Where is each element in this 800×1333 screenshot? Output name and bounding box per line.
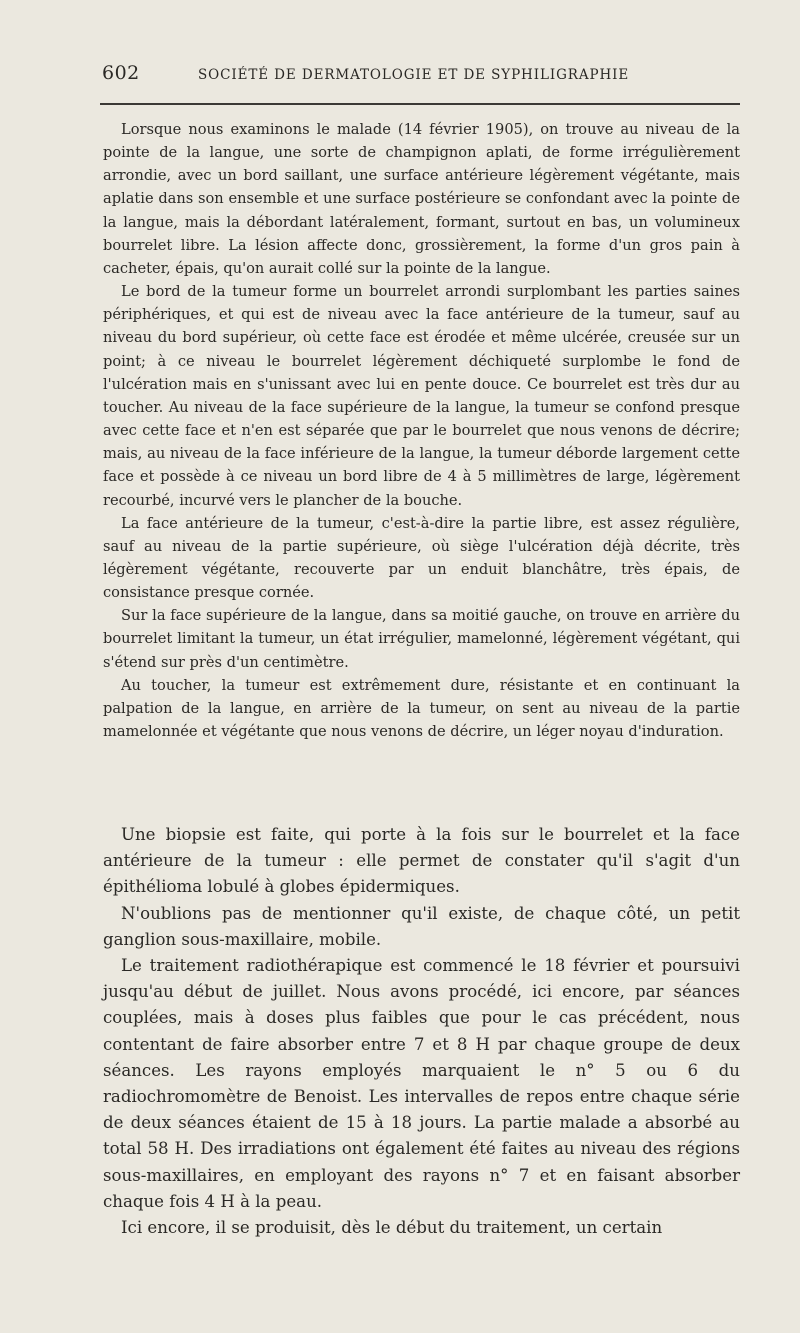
paragraph-tumor-border: Le bord de la tumeur forme un bourrelet arrondi surplombant les parties saines périphériques, et qui est de niveau avec la face antérieure de la tumeur, sauf au niveau du bord supérieur, où cette face est érodée et même ulcérée, creusée sur un point; à ce niveau le bourrelet légèrement déchiqueté surplombe le fond de l'ulcération mais en s'unissant avec lui en pente douce. Ce bourrelet est très dur au toucher. Au niveau de la face supérieure de la langue, la tumeur se confond presque avec cette face et n'en est séparée que par le bourrelet que nous venons de décrire; mais, au niveau de la face inférieure de la langue, la tumeur déborde largement cette face et possède à ce niveau un bord libre de 4 à 5 millimètres de large, légèrement recourbé, incurvé vers le plancher de la bouche. bbox=[103, 283, 740, 509]
paragraph-palpation: Au toucher, la tumeur est extrêmement dure, résistante et en continuant la palpation de la langue, en arrière de la tumeur, on sent au niveau de la partie mamelonnée et végétante que nous venons de décrire, un léger noyau d'induration. bbox=[103, 676, 740, 741]
page-header bbox=[102, 62, 738, 92]
page-number: 602 bbox=[102, 62, 140, 84]
treatment-section bbox=[103, 822, 740, 1241]
header-rule bbox=[100, 103, 740, 105]
paragraph-continuation: Ici encore, il se produisit, dès le début du traitement, un certain bbox=[121, 1218, 663, 1238]
paragraph-anterior-face: La face antérieure de la tumeur, c'est-à-dire la partie libre, est assez régulière, sauf au niveau de la partie supérieure, où siège l'ulcération déjà décrite, très légèrement végétante, recouverte par un enduit blanchâtre, très épais, de consistance presque cornée. bbox=[103, 514, 740, 602]
paragraph-examination: Lorsque nous examinons le malade (14 février 1905), on trouve au niveau de la pointe de la langue, une sorte de champignon aplati, de forme irrégulièrement arrondie, avec un bord saillant, une surface antérieure légèrement végétante, mais aplatie dans son ensemble et une surface postérieure se confondant avec la pointe de la langue, mais la débordant latéralement, formant, surtout en bas, un volumineux bourrelet libre. La lésion affecte donc, grossièrement, la forme d'un gros pain à cacheter, épais, qu'on aurait collé sur la pointe de la langue. bbox=[103, 121, 740, 277]
paragraph-biopsy: Une biopsie est faite, qui porte à la fois sur le bourrelet et la face antérieure de la tumeur : elle permet de constater qu'il s'agit d'un épithélioma lobulé à globes épidermiques. bbox=[103, 825, 740, 897]
paragraph-radiotherapy: Le traitement radiothérapique est commencé le 18 février et poursuivi jusqu'au début de juillet. Nous avons procédé, ici encore, par séances couplées, mais à doses plus faibles que pour le cas précédent, nous contentant de faire absorber entre 7 et 8 H par chaque groupe de deux séances. Les rayons employés marquaient le n° 5 ou 6 du radiochromomètre de Benoist. Les intervalles de repos entre chaque série de deux séances étaient de 15 à 18 jours. La partie malade a absorbé au total 58 H. Des irradiations ont également été faites au niveau des régions sous-maxillaires, en employant des rayons n° 7 et en faisant absorber chaque fois 4 H à la peau. bbox=[103, 956, 740, 1211]
paragraph-ganglion: N'oublions pas de mentionner qu'il existe, de chaque côté, un petit ganglion sous-maxillaire, mobile. bbox=[103, 903, 740, 949]
case-description-section bbox=[103, 118, 740, 743]
paragraph-superior-face: Sur la face supérieure de la langue, dans sa moitié gauche, on trouve en arrière du bourrelet limitant la tumeur, un état irrégulier, mamelonné, légèrement végétant, qui s'étend sur près d'un centimètre. bbox=[103, 607, 740, 671]
running-title: SOCIÉTÉ DE DERMATOLOGIE ET DE SYPHILIGRAPHIE bbox=[198, 67, 630, 83]
